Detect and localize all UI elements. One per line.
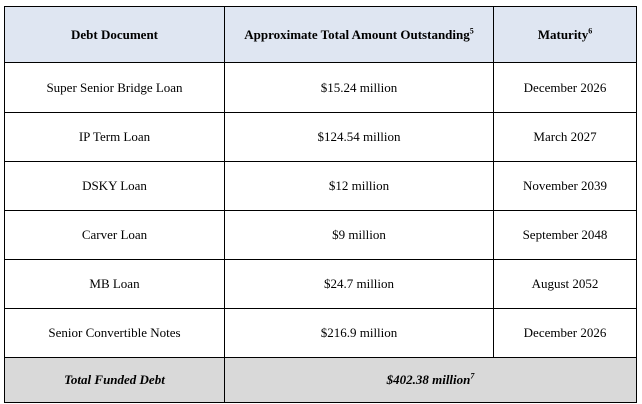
total-row (5, 358, 637, 403)
table-row (5, 63, 637, 113)
debt-table (4, 6, 637, 403)
cell-maturity: September 2048 (494, 211, 637, 260)
cell-document: Super Senior Bridge Loan (5, 63, 225, 113)
table-row (5, 113, 637, 162)
table-row (5, 260, 637, 309)
cell-document: Senior Convertible Notes (5, 309, 225, 358)
cell-maturity: August 2052 (494, 260, 637, 309)
table-row (5, 211, 637, 260)
header-debt-document: Debt Document (5, 7, 225, 63)
header-amount-outstanding: Approximate Total Amount Outstanding$^5$ (225, 7, 494, 63)
footnote-marker: 6 (588, 26, 593, 36)
cell-maturity: November 2039 (494, 162, 637, 211)
table-row (5, 309, 637, 358)
cell-document: Carver Loan (5, 211, 225, 260)
table-header-row (5, 7, 637, 63)
cell-amount: $124.54 million (225, 113, 494, 162)
cell-document: IP Term Loan (5, 113, 225, 162)
total-amount: $402.38 million$^7$ (225, 358, 637, 403)
header-maturity: Maturity$^6$ (494, 7, 637, 63)
footnote-marker: 7 (470, 371, 475, 381)
cell-amount: $12 million (225, 162, 494, 211)
cell-maturity: December 2026 (494, 63, 637, 113)
cell-amount: $216.9 million (225, 309, 494, 358)
cell-amount: $24.7 million (225, 260, 494, 309)
cell-maturity: December 2026 (494, 309, 637, 358)
total-label: Total Funded Debt (5, 358, 225, 403)
table-row (5, 162, 637, 211)
cell-amount: $15.24 million (225, 63, 494, 113)
cell-document: DSKY Loan (5, 162, 225, 211)
cell-document: MB Loan (5, 260, 225, 309)
cell-maturity: March 2027 (494, 113, 637, 162)
footnote-marker: 5 (469, 26, 474, 36)
cell-amount: $9 million (225, 211, 494, 260)
